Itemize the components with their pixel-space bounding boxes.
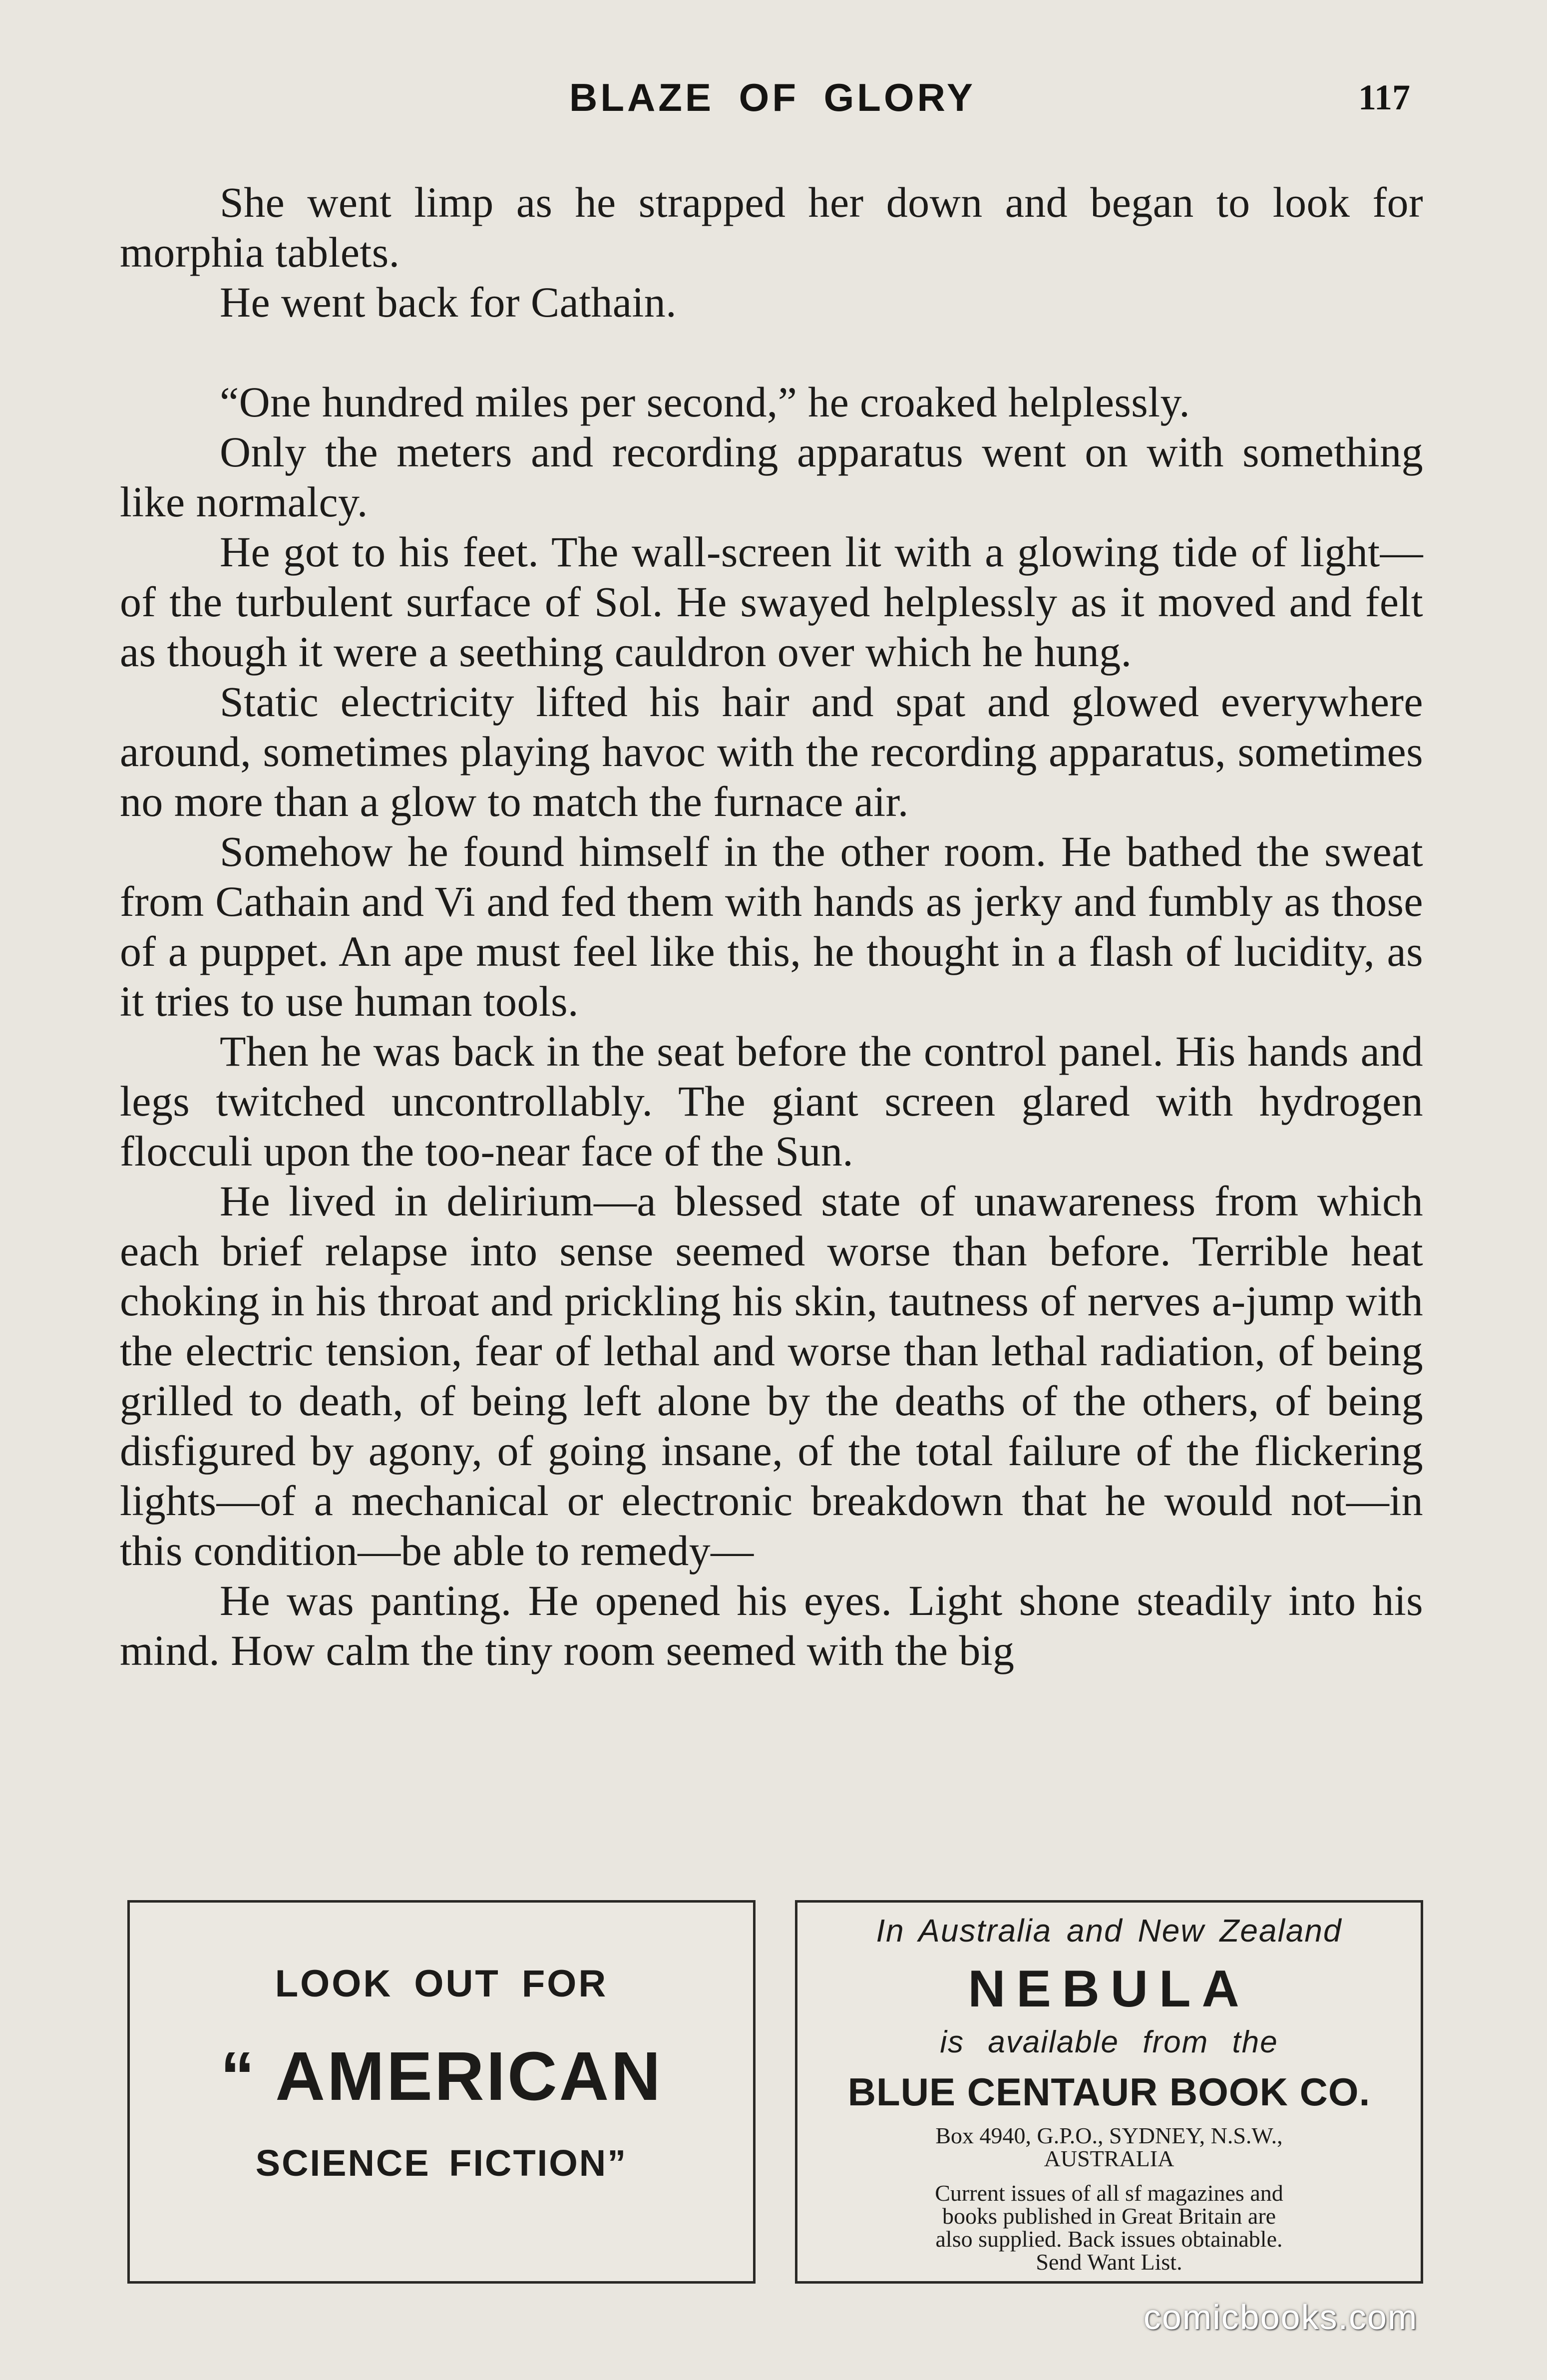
ad-american-science-fiction [127, 1900, 756, 2284]
paragraph: He got to his feet. The wall-screen lit with a glowing tide of light—of the turbulent surface of Sol. He swayed helplessly as it moved and felt as though it were a seething cauldron over which he hung. [120, 528, 1423, 676]
running-head [0, 75, 1547, 130]
page-number: 117 [1358, 77, 1411, 117]
ad-headline: LOOK OUT FOR [275, 1963, 608, 2005]
ad-note-line: also supplied. Back issues obtainable. [935, 2226, 1283, 2252]
ad-note-line: Current issues of all sf magazines and [935, 2180, 1283, 2206]
ad-address-line: AUSTRALIA [1044, 2146, 1174, 2171]
ad-nebula-availability [795, 1900, 1423, 2284]
ad-title: “ AMERICAN [220, 2038, 663, 2115]
paragraph: Then he was back in the seat before the control panel. His hands and legs twitched uncontrollably. The giant screen glared with hydrogen flocculi upon the too-near face of the Sun. [120, 1027, 1423, 1175]
paragraph: Static electricity lifted his hair and spat and glowed everywhere around, sometimes playing havoc with the recording apparatus, sometimes no more than a glow to match the furnace air. [120, 678, 1423, 825]
ad-company-name: BLUE CENTAUR BOOK CO. [847, 2070, 1371, 2114]
running-title: BLAZE OF GLORY [569, 75, 976, 119]
watermark: comicbooks.com [1144, 2298, 1418, 2337]
ad-available-text: is available from the [940, 2025, 1278, 2059]
paragraph: “One hundred miles per second,” he croaked helplessly. [220, 378, 1190, 426]
ad-address [797, 2124, 1421, 2170]
paragraph: Only the meters and recording apparatus went on with something like normalcy. [120, 428, 1423, 526]
paragraph: He lived in delirium—a blessed state of unawareness from which each brief relapse into sense seemed worse than before. Terrible heat choking in his throat and prickling his skin, tautness of nerves a-jump with the electric tension, fear of lethal and worse than lethal radiation, of being grilled to death, of being left alone by the deaths of the others, of being disfigured by agony, of going insane, of the total failure of the flickering lights—of a mechanical or electronic breakdown that he would not—in this condition—be able to remedy— [120, 1177, 1423, 1575]
paragraph: He was panting. He opened his eyes. Light shone steadily into his mind. How calm the tiny room seemed with the big [120, 1577, 1423, 1674]
story-text [120, 177, 1423, 1675]
paragraph: He went back for Cathain. [220, 278, 677, 326]
ad-address-line: Box 4940, G.P.O., SYDNEY, N.S.W., [935, 2123, 1283, 2148]
ad-note-line: books published in Great Britain are [942, 2203, 1276, 2229]
paragraph: She went limp as he strapped her down and began to look for morphia tablets. [120, 178, 1423, 276]
ad-note-line: Send Want List. [1036, 2249, 1182, 2275]
ad-note [797, 2182, 1421, 2274]
ad-magazine-name: NEBULA [968, 1960, 1250, 2018]
paragraph: Somehow he found himself in the other room. He bathed the sweat from Cathain and Vi and fed them with hands as jerky and fumbly as those of a puppet. An ape must feel like this, he thought in a flash of lucidity, as it tries to use human tools. [120, 827, 1423, 1025]
ad-region: In Australia and New Zealand [876, 1913, 1342, 1949]
ad-subtitle: SCIENCE FICTION” [255, 2142, 628, 2184]
section-break [120, 327, 1423, 377]
